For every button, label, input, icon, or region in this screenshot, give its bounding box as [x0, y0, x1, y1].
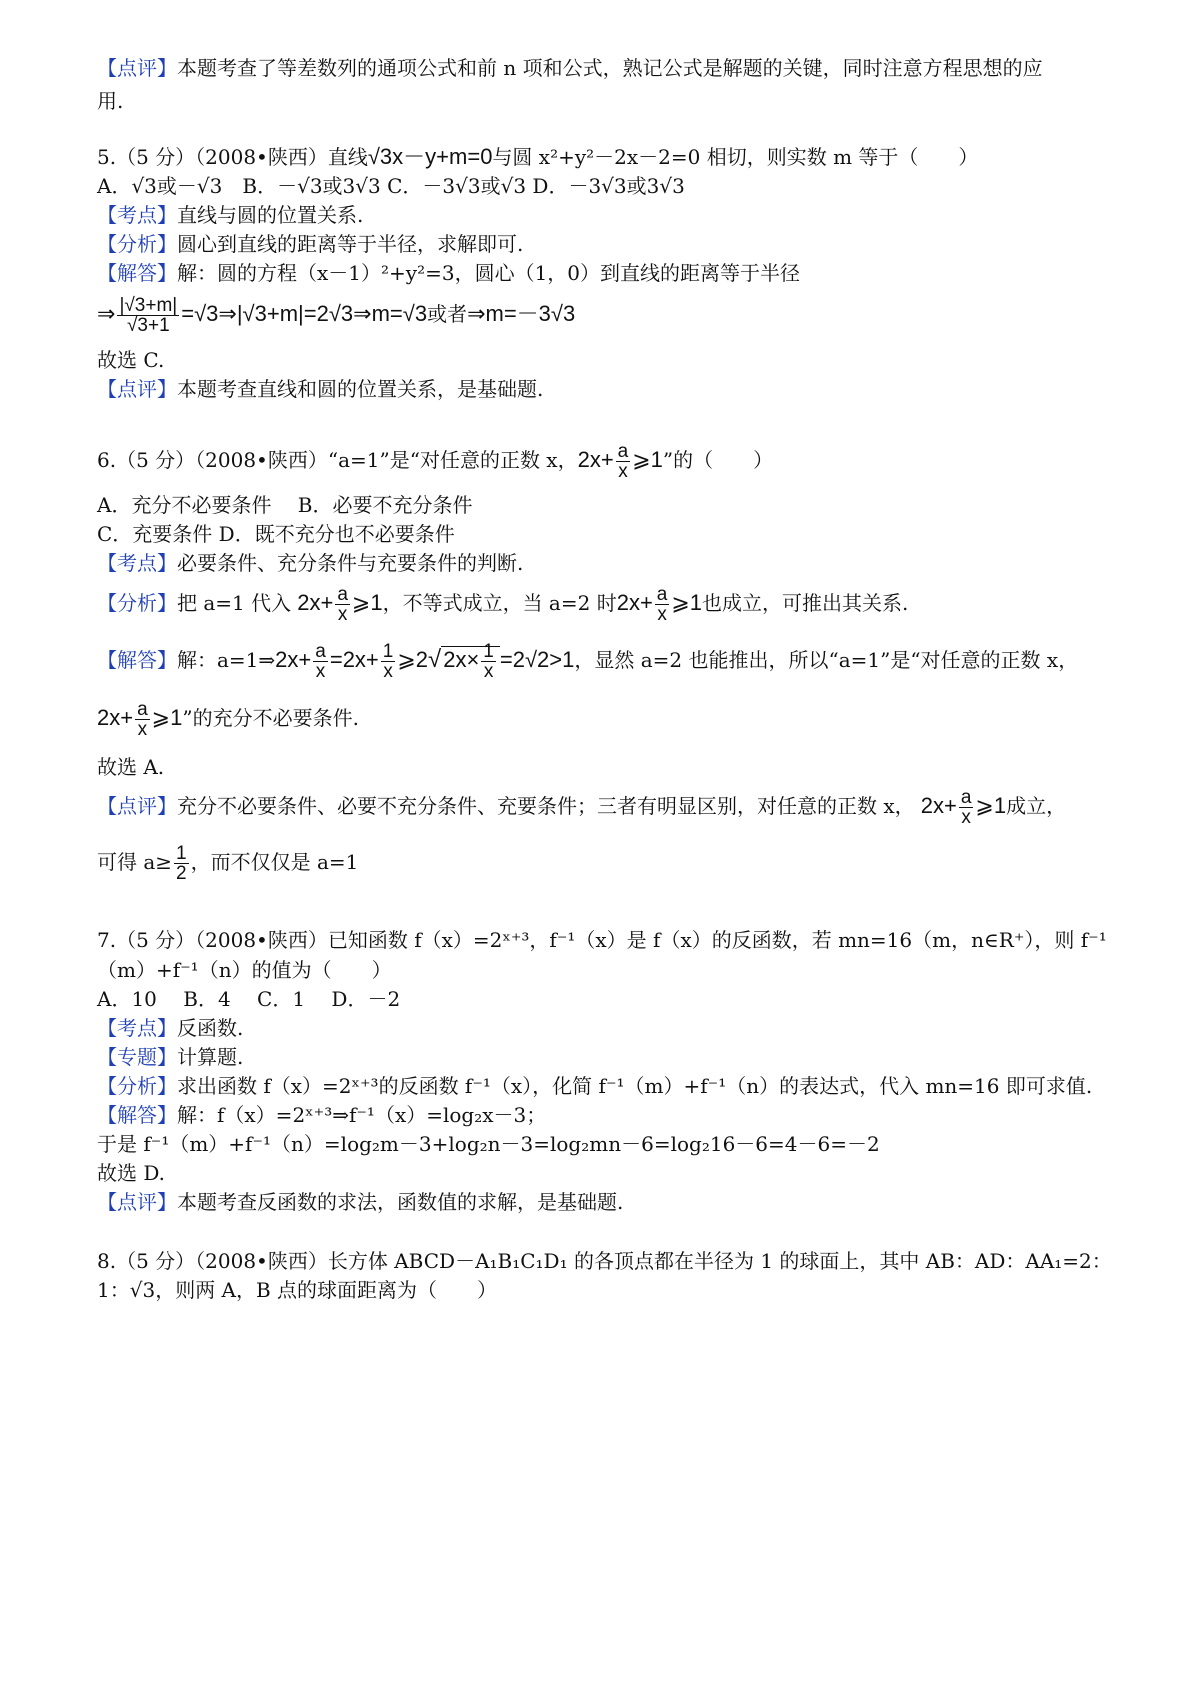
q7-zhuanti [97, 1043, 243, 1071]
jieda-tag: 【解答】 [97, 261, 177, 285]
derivation-or: 或者 [427, 302, 468, 326]
kaodian-tag: 【考点】 [97, 203, 177, 227]
q6-conclusion: 故选 A. [97, 755, 165, 779]
jieda-tag: 【解答】 [97, 1103, 177, 1127]
q6-choices-ab: A．充分不必要条件 B．必要不充分条件 [97, 493, 473, 517]
review-text: 成立， [1006, 794, 1067, 818]
q6-stem: 6.（5 分）（2008•陕西）“a=1”是“对任意的正数 x，2x+ $\frac{a}{x}$ ⩾1”的（ ） [97, 441, 774, 482]
jieda-text: 解：a=1⇒ [177, 648, 276, 672]
prev-review-line [97, 54, 1043, 82]
q5-choices: A．√3或－√3 B．－√3或3√3 C．－3√3或√3 D．－3√3或3√3 [97, 174, 685, 198]
review-text: 可得 a≥ [97, 850, 173, 874]
q7-conclusion: 故选 D. [97, 1161, 166, 1185]
q6-jieda: 【解答】解：a=1⇒2x+ $\frac{a}{x}$ =2x+ $\frac{1}{x}$ ⩾2√2x× $\frac{1}{x}$ =2√2>1，显然 a=2 也能推出，所以“a=1”是“对任意的正数 x， [97, 640, 1079, 682]
fenxi-tag: 【分析】 [97, 1074, 177, 1098]
jieda-text: 解：f（x）=2ˣ⁺³⇒f⁻¹（x）=log₂x－3； [177, 1103, 547, 1127]
q7-choices: A．10 B．4 C．1 D．－2 [97, 987, 401, 1011]
q6-review: 【点评】充分不必要条件、必要不充分条件、充要条件；三者有明显区别，对任意的正数 x， 2x+ $\frac{a}{x}$ ⩾1成立， [97, 787, 1067, 828]
q5-stem [97, 143, 978, 171]
jieda-tag: 【解答】 [97, 648, 177, 672]
review-tag: 【点评】 [97, 377, 177, 401]
fenxi-tag: 【分析】 [97, 232, 177, 256]
q5-review [97, 375, 543, 403]
q5-number: 5.（5 分）（2008•陕西）直线 [97, 145, 368, 169]
q7-stem-cont: （m）+f⁻¹（n）的值为（ ） [97, 958, 392, 982]
q5-derivation: ⇒ $\frac{|√3+m|}{√3+1}$ =√3⇒|√3+m|=2√3⇒m=√3或者⇒m=－3√3 [97, 295, 576, 336]
q8-stem: 8.（5 分）（2008•陕西）长方体 ABCD－A₁B₁C₁D₁ 的各顶点都在半径为 1 的球面上，其中 AB：AD：AA₁=2： [97, 1249, 1112, 1273]
distance-fraction: $\frac{|√3+m|}{√3+1}$ [119, 295, 178, 336]
jieda-text: 解：圆的方程（x－1）²+y²=3，圆心（1，0）到直线的距离等于半径 [177, 261, 801, 285]
q6-kaodian [97, 549, 523, 577]
q5-line-equation: √3x－y+m=0 [367, 144, 493, 169]
q7-stem: 7.（5 分）（2008•陕西）已知函数 f（x）=2ˣ⁺³，f⁻¹（x）是 f（x）的反函数，若 mn=16（m，n∈R⁺），则 f⁻¹ [97, 928, 1107, 952]
fenxi-text: 把 a=1 代入 [177, 591, 292, 615]
jieda-text: ”的充分不必要条件. [182, 706, 359, 730]
kaodian-tag: 【考点】 [97, 1016, 177, 1040]
q6-choices-cd: C．充要条件 D．既不充分也不必要条件 [97, 522, 455, 546]
q5-kaodian [97, 201, 363, 229]
q8-stem-cont: 1：√3，则两 A，B 点的球面距离为（ ） [97, 1278, 498, 1302]
q7-jieda [97, 1101, 546, 1129]
q5-fenxi [97, 230, 523, 258]
zhuanti-tag: 【专题】 [97, 1045, 177, 1069]
fenxi-tag: 【分析】 [97, 591, 177, 615]
review-text: 本题考查直线和圆的位置关系，是基础题. [177, 377, 544, 401]
kaodian-tag: 【考点】 [97, 551, 177, 575]
q5-conclusion: 故选 C. [97, 348, 165, 372]
q7-calculation: 于是 f⁻¹（m）+f⁻¹（n）=log₂m－3+log₂n－3=log₂mn－6=log₂16－6=4－6=－2 [97, 1132, 880, 1156]
q7-review [97, 1188, 623, 1216]
review-text: 充分不必要条件、必要不充分条件、充要条件；三者有明显区别，对任意的正数 x， [177, 794, 915, 818]
jieda-text: ，显然 a=2 也能推出，所以“a=1”是“对任意的正数 x， [574, 648, 1079, 672]
prev-review-line-2: 用. [97, 89, 124, 113]
q6-stem-start: 6.（5 分）（2008•陕西）“a=1”是“对任意的正数 x， [97, 448, 578, 472]
review-tag: 【点评】 [97, 56, 177, 80]
q7-kaodian [97, 1014, 243, 1042]
q7-fenxi [97, 1072, 1092, 1100]
q5-jieda [97, 259, 800, 287]
kaodian-text: 反函数. [177, 1016, 244, 1040]
kaodian-text: 必要条件、充分条件与充要条件的判断. [177, 551, 524, 575]
review-text: ，而不仅仅是 a=1 [190, 850, 359, 874]
kaodian-text: 直线与圆的位置关系. [177, 203, 364, 227]
review-tag: 【点评】 [97, 794, 177, 818]
q6-stem-end: ”的（ ） [662, 448, 774, 472]
q6-jieda-cont: 2x+ $\frac{a}{x}$ ⩾1”的充分不必要条件. [97, 699, 359, 740]
q6-review-cont: 可得 a≥ $\frac{1}{2}$ ，而不仅仅是 a=1 [97, 843, 359, 884]
fenxi-text: 求出函数 f（x）=2ˣ⁺³的反函数 f⁻¹（x），化简 f⁻¹（m）+f⁻¹（n）的表达式，代入 mn=16 即可求值. [177, 1074, 1093, 1098]
zhuanti-text: 计算题. [177, 1045, 244, 1069]
review-text: 本题考查反函数的求法，函数值的求解，是基础题. [177, 1190, 624, 1214]
review-tag: 【点评】 [97, 1190, 177, 1214]
q6-fenxi: 【分析】把 a=1 代入 2x+ $\frac{a}{x}$ ⩾1，不等式成立，当 a=2 时2x+ $\frac{a}{x}$ ⩾1也成立，可推出其关系. [97, 584, 909, 625]
fenxi-text: 圆心到直线的距离等于半径，求解即可. [177, 232, 524, 256]
review-text: 本题考查了等差数列的通项公式和前 n 项和公式，熟记公式是解题的关键，同时注意方程思想的应 [177, 56, 1043, 80]
q5-stem-tail: 与圆 x²+y²－2x－2=0 相切，则实数 m 等于（ ） [492, 145, 979, 169]
fenxi-text: 也成立，可推出其关系. [702, 591, 909, 615]
fenxi-text: ，不等式成立，当 a=2 时 [382, 591, 617, 615]
